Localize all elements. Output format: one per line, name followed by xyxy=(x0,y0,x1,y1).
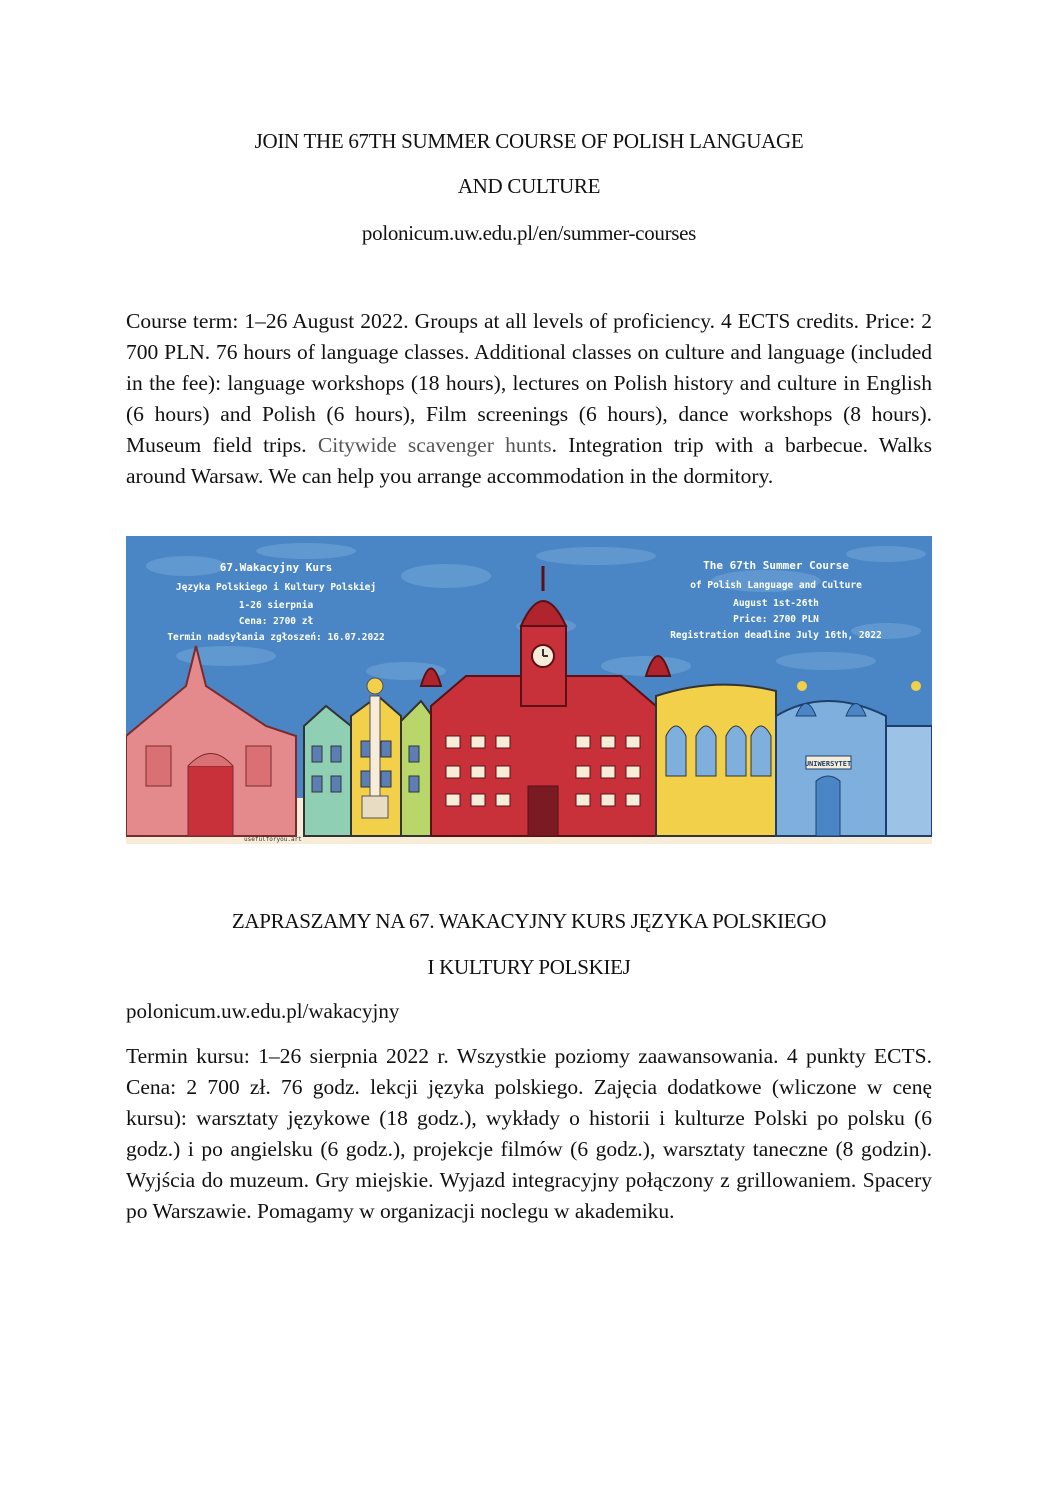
university-sign: UNIWERSYTET xyxy=(804,760,852,768)
banner-en-title: The 67th Summer Course xyxy=(703,559,849,572)
english-course-url: polonicum.uw.edu.pl/en/summer-courses xyxy=(361,221,697,245)
banner-en-dates: August 1st-26th xyxy=(733,598,819,609)
banner-en-subtitle: of Polish Language and Culture xyxy=(690,580,862,591)
scavenger-hunts-text: Citywide scavenger hunts xyxy=(317,433,552,457)
banner-pl-deadline: Termin nadsyłania zgłoszeń: 16.07.2022 xyxy=(167,632,385,643)
polish-course-url: polonicum.uw.edu.pl/wakacyjny xyxy=(126,999,400,1023)
english-heading-line1: JOIN THE 67TH SUMMER COURSE OF POLISH LANGUAGE xyxy=(254,129,804,153)
english-description-part2: . Integration trip with a barbecue. Walks around Warsaw. We can help you arrange accommodation in the dormitory. xyxy=(126,433,933,488)
banner-pl-price: Cena: 2700 zł xyxy=(238,616,314,627)
polish-course-description: Termin kursu: 1–26 sierpnia 2022 r. Wszystkie poziomy zaawansowania. 4 punkty ECTS. Cena: 2 700 zł. 76 godz. lekcji języka polskiego. Zajęcia dodatkowe (wliczone w cenę kursu): warsztaty językowe (18 godz.), wykłady o historii i kulturze Polski po polsku (6 godz.) i po angielsku (6 godz.), projekcje filmów (6 godz.), warsztaty taneczne (8 godzin). Wyjścia do muzeum. Gry miejskie. Wyjazd integracyjny połączony z grillowaniem. Spacery po Warszawie. Pomagamy w organizacji noclegu w akademiku. xyxy=(126,1044,932,1223)
banner-pl-title: 67.Wakacyjny Kurs xyxy=(219,561,333,574)
banner-pl-subtitle: Języka Polskiego i Kultury Polskiej xyxy=(175,582,377,593)
course-banner-illustration xyxy=(126,536,932,844)
banner-en-price: Price: 2700 PLN xyxy=(733,614,819,625)
polish-heading-line1: ZAPRASZAMY NA 67. WAKACYJNY KURS JĘZYKA POLSKIEGO xyxy=(231,909,827,933)
banner-pl-dates: 1-26 sierpnia xyxy=(238,600,314,611)
english-heading-line2: AND CULTURE xyxy=(457,174,601,198)
polish-heading-line2: I KULTURY POLSKIEJ xyxy=(427,955,631,979)
english-course-description xyxy=(126,306,932,492)
english-description-part1: Course term: 1–26 August 2022. Groups at all levels of proficiency. 4 ECTS credits. Price: 2 700 PLN. 76 hours of language classes. Additional classes on culture and language (included in the fee): language workshops (18 hours), lectures on Polish history and culture in English (6 hours) and Polish (6 hours), Film screenings (6 hours), dance workshops (8 hours). Museum field trips. xyxy=(126,309,932,457)
banner-en-deadline: Registration deadline July 16th, 2022 xyxy=(670,630,882,641)
yellow-arcade-building xyxy=(656,685,776,836)
artist-credit: usefulforyou.art xyxy=(244,836,302,843)
